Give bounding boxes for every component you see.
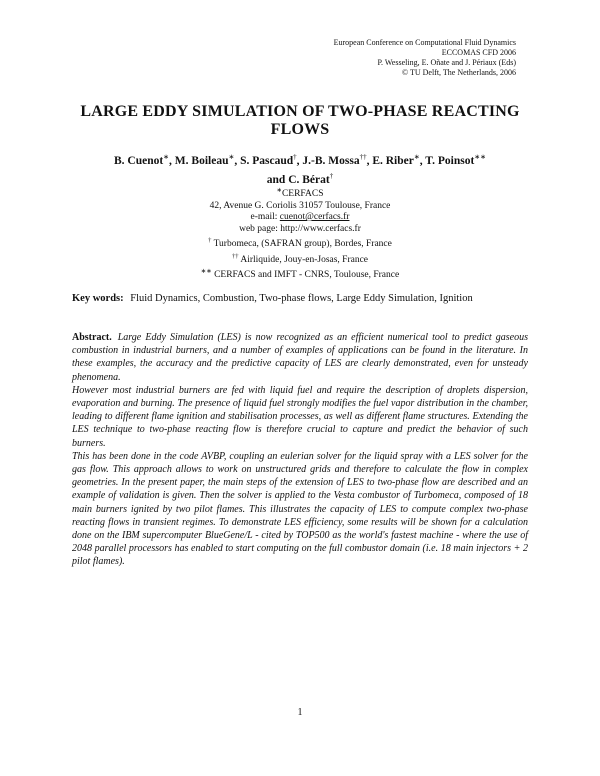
- affiliation-email: [60, 212, 540, 224]
- email-link[interactable]: cuenot@cerfacs.fr: [279, 212, 350, 223]
- paper-title: LARGE EDDY SIMULATION OF TWO-PHASE REACTING FLOWS: [80, 103, 520, 138]
- conference-header: [334, 38, 516, 78]
- affiliation-airliquide: [60, 251, 540, 267]
- affiliation-text: Turbomeca, (SAFRAN group), Bordes, France: [213, 239, 392, 250]
- affiliation-text: CERFACS: [281, 189, 324, 200]
- author-name: T. Poinsot: [425, 154, 475, 167]
- affiliation-web: web page: http://www.cerfacs.fr: [239, 223, 361, 234]
- affiliation-turbomeca: [60, 235, 540, 251]
- author-name: C. Bérat: [288, 173, 330, 186]
- keywords-label: Key words:: [72, 293, 124, 304]
- author-conjunction: and: [266, 173, 286, 186]
- affiliation-text: CERFACS and IMFT - CNRS, Toulouse, France: [214, 270, 400, 281]
- author-mark: ∗∗: [474, 153, 487, 161]
- keywords: [72, 292, 528, 306]
- conference-editors: P. Wesseling, E. Oñate and J. Périaux (Eds): [377, 58, 516, 67]
- conference-copyright: © TU Delft, The Netherlands, 2006: [402, 68, 516, 77]
- abstract-paragraph: However most industrial burners are fed with liquid fuel and require the description of droplets dispersion, evaporation and burning. The presence of liquid fuel strongly modifies the fuel vapor distribution in the chamber, leading to different flame ignition and stabilisation processes, as well as different flame structures. Extending the LES technique to two-phase reacting flow is therefore crucial to capture and predict the behavior of such burners.: [72, 384, 528, 449]
- affiliation-address: 42, Avenue G. Coriolis 31057 Toulouse, France: [209, 200, 391, 211]
- abstract-paragraph: This has been done in the code AVBP, coupling an eulerian solver for the liquid spray with a LES solver for the gas flow. This approach allows to work on unstructured grids and therefore to calculate the flow in complex geometries. In the present paper, the main steps of the extension of LES to two-phase flow are described and an example of validation is given. Then the solver is applied to the Vesta combustor of Turbomeca, composed of 18 main burners ignited by two pilot flames. This illustrates the capacity of LES to compute complex two-phase reacting flows in transient regimes. To demonstrate LES efficiency, some results will be shown for a calculation done on the IBM supercomputer BlueGene/L - cited by TOP500 as the world's fastest machine - where the use of 2048 parallel processors has enabled to start computing on the full combustor domain (i.e. 18 main injectors + 2 pilot flames).: [72, 450, 528, 568]
- affiliation-mark: †: [208, 237, 212, 245]
- email-label: e-mail:: [250, 212, 278, 223]
- affiliations: [60, 185, 540, 282]
- author-name: B. Cuenot: [113, 154, 164, 167]
- conference-id: ECCOMAS CFD 2006: [441, 48, 516, 57]
- author-name: E. Riber: [372, 154, 414, 167]
- conference-name: European Conference on Computational Fluid Dynamics: [333, 38, 516, 47]
- affiliation-mark: ††: [231, 252, 239, 260]
- author-mark: ∗: [163, 153, 170, 161]
- author-mark: †: [293, 153, 297, 161]
- affiliation-mark: ∗: [276, 187, 282, 194]
- abstract-paragraph: [72, 331, 528, 384]
- affiliation-text: Airliquide, Jouy-en-Josas, France: [240, 254, 369, 265]
- abstract-label: Abstract.: [72, 332, 112, 343]
- author-mark: †: [329, 171, 334, 180]
- page-number: 1: [297, 707, 303, 718]
- author-name: S. Pascaud: [240, 154, 294, 167]
- author-mark: ∗: [413, 153, 420, 161]
- affiliation-mark: ∗∗: [200, 268, 212, 276]
- author-mark: ∗: [228, 153, 235, 161]
- author-list: B. Cuenot∗, M. Boileau∗, S. Pascaud†, J.-B. Mossa††, E. Riber∗, T. Poinsot∗∗ and C. Bérat†: [113, 153, 487, 186]
- author-name: M. Boileau: [174, 154, 229, 167]
- affiliation-imft: [60, 266, 540, 282]
- abstract-text: Large Eddy Simulation (LES) is now recognized as an efficient numerical tool to predict gaseous combustion in industrial burners, and a number of examples of applications can be found in the literature. In these examples, the accuracy and the predictive capacity of LES are clearly demonstrated, even for unsteady phenomena.: [72, 332, 528, 383]
- abstract: [72, 331, 528, 569]
- author-name: J.-B. Mossa: [302, 154, 360, 167]
- affiliation-cerfacs: [60, 185, 540, 201]
- author-mark: ††: [359, 153, 367, 161]
- keywords-text: Fluid Dynamics, Combustion, Two-phase flows, Large Eddy Simulation, Ignition: [130, 293, 473, 304]
